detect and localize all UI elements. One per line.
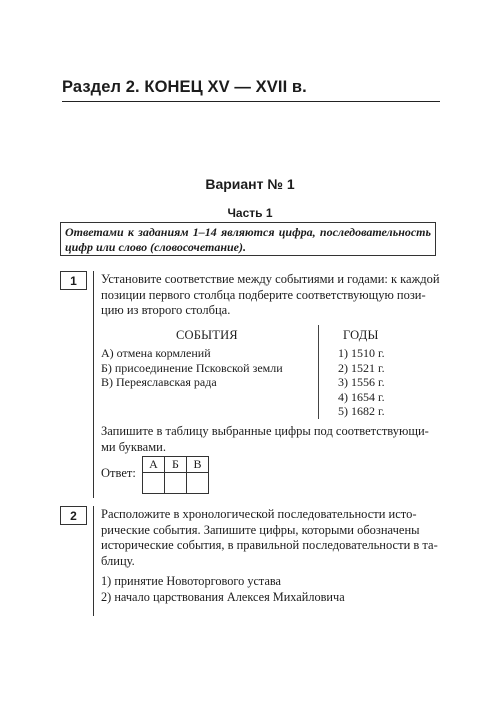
year-item: 5) 1682 г. [338, 404, 385, 419]
task-1-record-instruction [101, 424, 429, 455]
year-item: 4) 1654 г. [338, 389, 385, 404]
columns-divider [318, 325, 319, 419]
task-2-margin-line [93, 506, 94, 616]
part-title: Часть 1 [227, 206, 273, 220]
task-2-line: Расположите в хронологической последовательности исто- [101, 507, 417, 521]
answer-cell-b[interactable] [165, 473, 187, 494]
instructions-box [60, 222, 436, 256]
task-1-margin-line [93, 271, 94, 498]
instructions-text: Ответами к заданиям 1–14 являются цифра, последовательность цифр или слово (словосочетание). [65, 225, 431, 254]
event-item: А) отмена кормлений [101, 346, 211, 360]
task-2-number: 2 [60, 506, 87, 525]
task-1-number: 1 [60, 271, 87, 290]
years-column-header: ГОДЫ [343, 328, 379, 342]
answer-column-b: Б [165, 457, 187, 473]
answer-column-c: В [187, 457, 209, 473]
variant-title: Вариант № 1 [205, 176, 295, 192]
answer-column-a: А [143, 457, 165, 473]
events-column-header: СОБЫТИЯ [176, 328, 238, 342]
record-line: ми буквами. [101, 439, 166, 454]
event-item: В) Переяславская рада [101, 375, 217, 390]
answer-table [142, 456, 209, 494]
answer-cell-c[interactable] [187, 473, 209, 494]
years-list [338, 346, 385, 419]
task-2-line: блицу. [101, 553, 135, 568]
task-2-item: 1) принятие Новоторгового устава [101, 574, 282, 588]
section-title: Раздел 2. КОНЕЦ XV — XVII в. [62, 78, 307, 96]
task-1-line: Установите соответствие между событиями и годами: к каждой [101, 272, 440, 286]
task-1-line: цию из второго столбца. [101, 303, 231, 317]
task-2-instruction [101, 507, 438, 569]
year-item: 2) 1521 г. [338, 360, 385, 375]
answer-cell-a[interactable] [143, 473, 165, 494]
record-line: Запишите в таблицу выбранные цифры под соответствующи- [101, 424, 429, 438]
task-1-line: позиции первого столбца подберите соответствующую пози- [101, 287, 426, 302]
year-item: 1) 1510 г. [338, 346, 385, 360]
event-item: Б) присоединение Псковской земли [101, 360, 283, 375]
year-item: 3) 1556 г. [338, 375, 385, 390]
task-2-item: 2) начало царствования Алексея Михайловича [101, 589, 345, 604]
task-1-instruction [101, 272, 440, 319]
task-2-items [101, 574, 345, 605]
task-2-line: рические события. Запишите цифры, которыми обозначены [101, 522, 420, 537]
section-underline [62, 101, 440, 102]
task-2-line: исторические события, в правильной последовательности в та- [101, 538, 438, 552]
answer-label: Ответ: [101, 466, 136, 480]
events-list [101, 346, 283, 390]
